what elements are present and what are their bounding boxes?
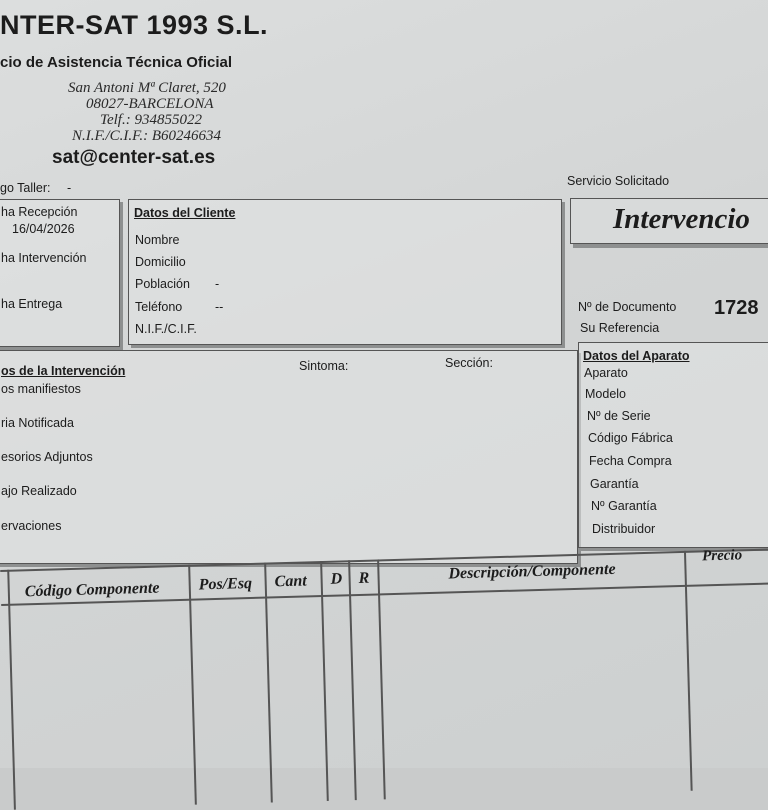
- codigo-taller-value: -: [67, 181, 72, 195]
- intervention-line: os manifiestos: [1, 382, 81, 396]
- table-col-divider: [348, 560, 356, 800]
- poblacion-label: Población: [135, 277, 190, 291]
- table-col-divider: [7, 570, 15, 810]
- col-codigo-componente: Código Componente: [24, 579, 160, 601]
- nif-line: N.I.F./C.I.F.: B60246634: [72, 128, 222, 144]
- device-box-title: Datos del Aparato: [583, 349, 690, 363]
- fecha-intervencion-label: ha Intervención: [1, 251, 87, 265]
- col-d: D: [330, 570, 343, 588]
- device-field-label: Distribuidor: [592, 522, 656, 536]
- table-col-divider: [684, 551, 692, 791]
- device-field-label: Modelo: [585, 387, 626, 401]
- fecha-entrega-label: ha Entrega: [1, 297, 63, 311]
- phone-line: Telf.: 934855022: [100, 112, 202, 128]
- address-line-1: San Antoni Mª Claret, 520: [68, 80, 226, 96]
- fecha-recepcion-value: 16/04/2026: [12, 222, 75, 236]
- domicilio-label: Domicilio: [135, 255, 186, 269]
- device-field-label: Fecha Compra: [589, 454, 672, 468]
- col-pos-esq: Pos/Esq: [198, 574, 253, 594]
- col-r: R: [358, 569, 370, 587]
- table-col-divider: [377, 559, 385, 799]
- fecha-recepcion-label: ha Recepción: [1, 205, 78, 219]
- client-data-box: [128, 199, 562, 345]
- email-address: sat@center-sat.es: [52, 147, 216, 168]
- num-documento-label: Nº de Documento: [578, 300, 677, 314]
- servicio-solicitado-label: Servicio Solicitado: [567, 174, 670, 188]
- table-col-divider: [188, 565, 196, 805]
- intervention-line: ervaciones: [1, 519, 62, 533]
- su-referencia-label: Su Referencia: [580, 321, 660, 335]
- intervention-box-title: os de la Intervención: [1, 364, 126, 378]
- service-subtitle: cio de Asistencia Técnica Oficial: [0, 54, 233, 71]
- poblacion-value: -: [215, 277, 220, 291]
- device-field-label: Garantía: [590, 477, 639, 491]
- num-documento-value: 1728: [714, 297, 759, 319]
- intervention-box: [0, 350, 578, 564]
- device-field-label: Código Fábrica: [588, 431, 673, 445]
- col-precio: Precio: [701, 547, 743, 565]
- dates-box: [0, 199, 120, 347]
- device-field-label: Nº de Serie: [587, 409, 651, 423]
- device-field-label: Aparato: [584, 366, 628, 380]
- client-box-title: Datos del Cliente: [134, 206, 236, 220]
- col-descripcion: Descripción/Componente: [448, 560, 616, 583]
- nombre-label: Nombre: [135, 233, 180, 247]
- address-line-2: 08027-BARCELONA: [86, 96, 214, 112]
- device-data-box: [578, 342, 768, 548]
- intervention-line: ria Notificada: [1, 416, 74, 430]
- telefono-label: Teléfono: [135, 300, 183, 314]
- company-name: NTER-SAT 1993 S.L.: [0, 10, 269, 40]
- intervention-line: ajo Realizado: [1, 484, 77, 498]
- seccion-label: Sección:: [445, 356, 493, 370]
- codigo-taller-label: go Taller:: [0, 181, 51, 195]
- col-cant: Cant: [274, 572, 307, 591]
- sintoma-label: Sintoma:: [299, 359, 349, 373]
- intervention-line: esorios Adjuntos: [1, 450, 93, 464]
- telefono-value: --: [215, 300, 224, 314]
- nif-cif-label: N.I.F./C.I.F.: [135, 322, 197, 336]
- device-field-label: Nº Garantía: [591, 499, 657, 513]
- servicio-solicitado-box: [570, 198, 768, 244]
- servicio-solicitado-value: Intervencio: [613, 203, 750, 235]
- table-col-divider: [264, 563, 272, 803]
- table-col-divider: [320, 561, 328, 801]
